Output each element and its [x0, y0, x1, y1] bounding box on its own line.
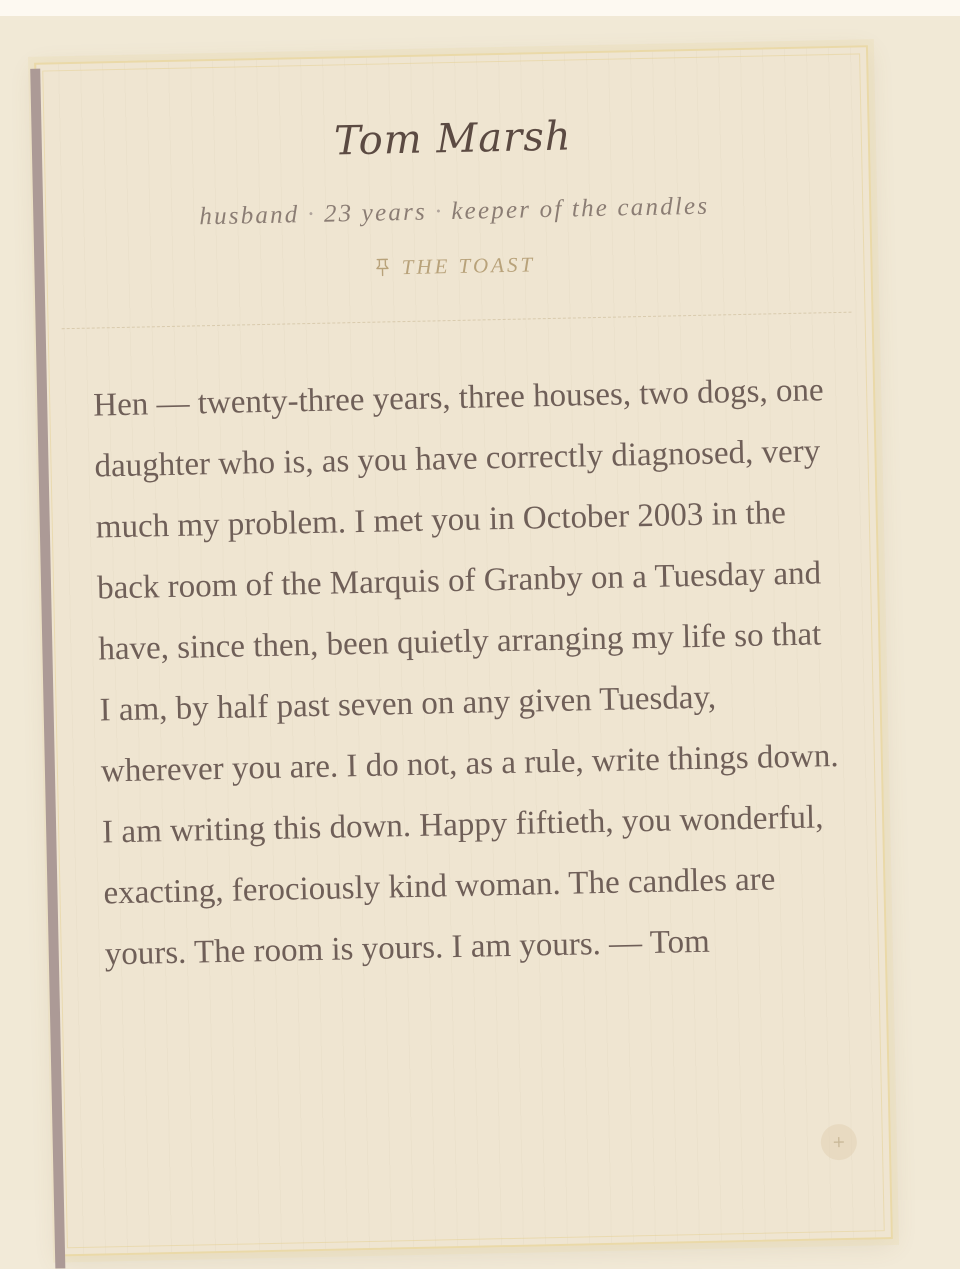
- author-relation: husband: [199, 201, 300, 231]
- author-role: keeper of the candles: [451, 192, 710, 226]
- add-button[interactable]: +: [820, 1124, 857, 1161]
- toast-tag-label: THE TOAST: [401, 252, 536, 280]
- pin-icon: [376, 257, 390, 275]
- meta-separator: ·: [307, 200, 317, 229]
- author-years: 23 years: [323, 198, 428, 228]
- card-spine-accent: [30, 69, 65, 1269]
- header-divider: [62, 312, 852, 330]
- author-meta: [39, 189, 869, 234]
- author-name: Tom Marsh: [333, 113, 572, 165]
- toast-message: Hen — twenty-three years, three houses, two dogs, one daughter who is, as you have correctly diagnosed, very much my problem. I met you in October 2003 in the back room of the Marquis of Granby on a Tuesday and have, since then, been quietly arranging my life so that I am, by half past seven on any given Tuesday, wherever you are. I do not, as a rule, write things down. I am writing this down. Happy fiftieth, you wonderful, exacting, ferociously kind woman. The candles are yours. The room is yours. I am yours. — Tom: [92, 372, 839, 973]
- toast-card: [34, 45, 893, 1256]
- top-strip: [0, 0, 960, 16]
- meta-separator: ·: [434, 198, 444, 226]
- toast-tag: [40, 245, 870, 287]
- page-stage: [0, 16, 960, 1200]
